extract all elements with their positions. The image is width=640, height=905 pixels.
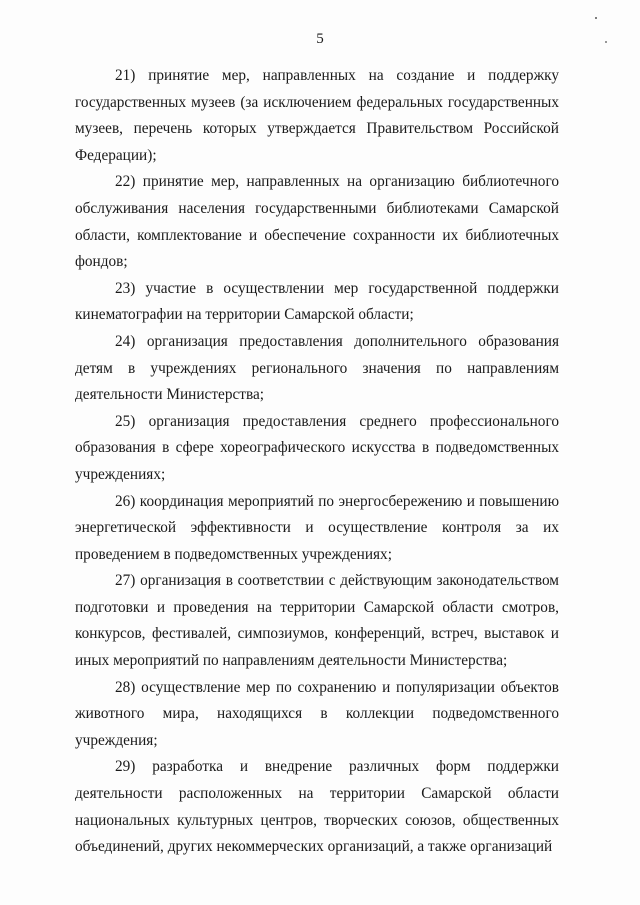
paragraph-24: 24) организация предоставления дополнительного образования детям в учреждениях регионального значения по направлениям деятельности Министерства; [75,332,559,404]
paragraph-22: 22) принятие мер, направленных на организацию библиотечного обслуживания населения государственными библиотеками Самарской области, комплектование и обеспечение сохранности их библиотечных фондов; [75,173,559,271]
document-body [75,63,559,861]
paragraph-29: 29) разработка и внедрение различных форм поддержки деятельности расположенных на территории Самарской области национальных культурных центров, творческих союзов, общественных объединений, других некоммерческих организаций, а также организаций [75,758,559,856]
paragraph-25: 25) организация предоставления среднего профессионального образования в сфере хореографического искусства в подведомственных учреждениях; [75,412,559,483]
paragraph-23: 23) участие в осуществлении мер государственной поддержки кинематографии на территории Самарской области; [75,279,559,324]
paragraph-21: 21) принятие мер, направленных на создание и поддержку государственных музеев (за исключением федеральных государственных музеев, перечень которых утверждается Правительством Российской Федерации); [75,67,559,164]
scan-speck [595,17,597,19]
page-number: 5 [316,31,324,47]
paragraph-28: 28) осуществление мер по сохранению и популяризации объектов животного мира, находящихся в коллекции подведомственного учреждения; [75,678,559,749]
paragraph-26: 26) координация мероприятий по энергосбережению и повышению энергетической эффективности и осуществление контроля за их проведением в подведомственных учреждениях; [75,492,559,563]
paragraph-27: 27) организация в соответствии с действующим законодательством подготовки и проведения на территории Самарской области смотров, конкурсов, фестивалей, симпозиумов, конференций, встреч, выставок и иных мероприятий по направлениям деятельности Министерства; [75,572,559,670]
